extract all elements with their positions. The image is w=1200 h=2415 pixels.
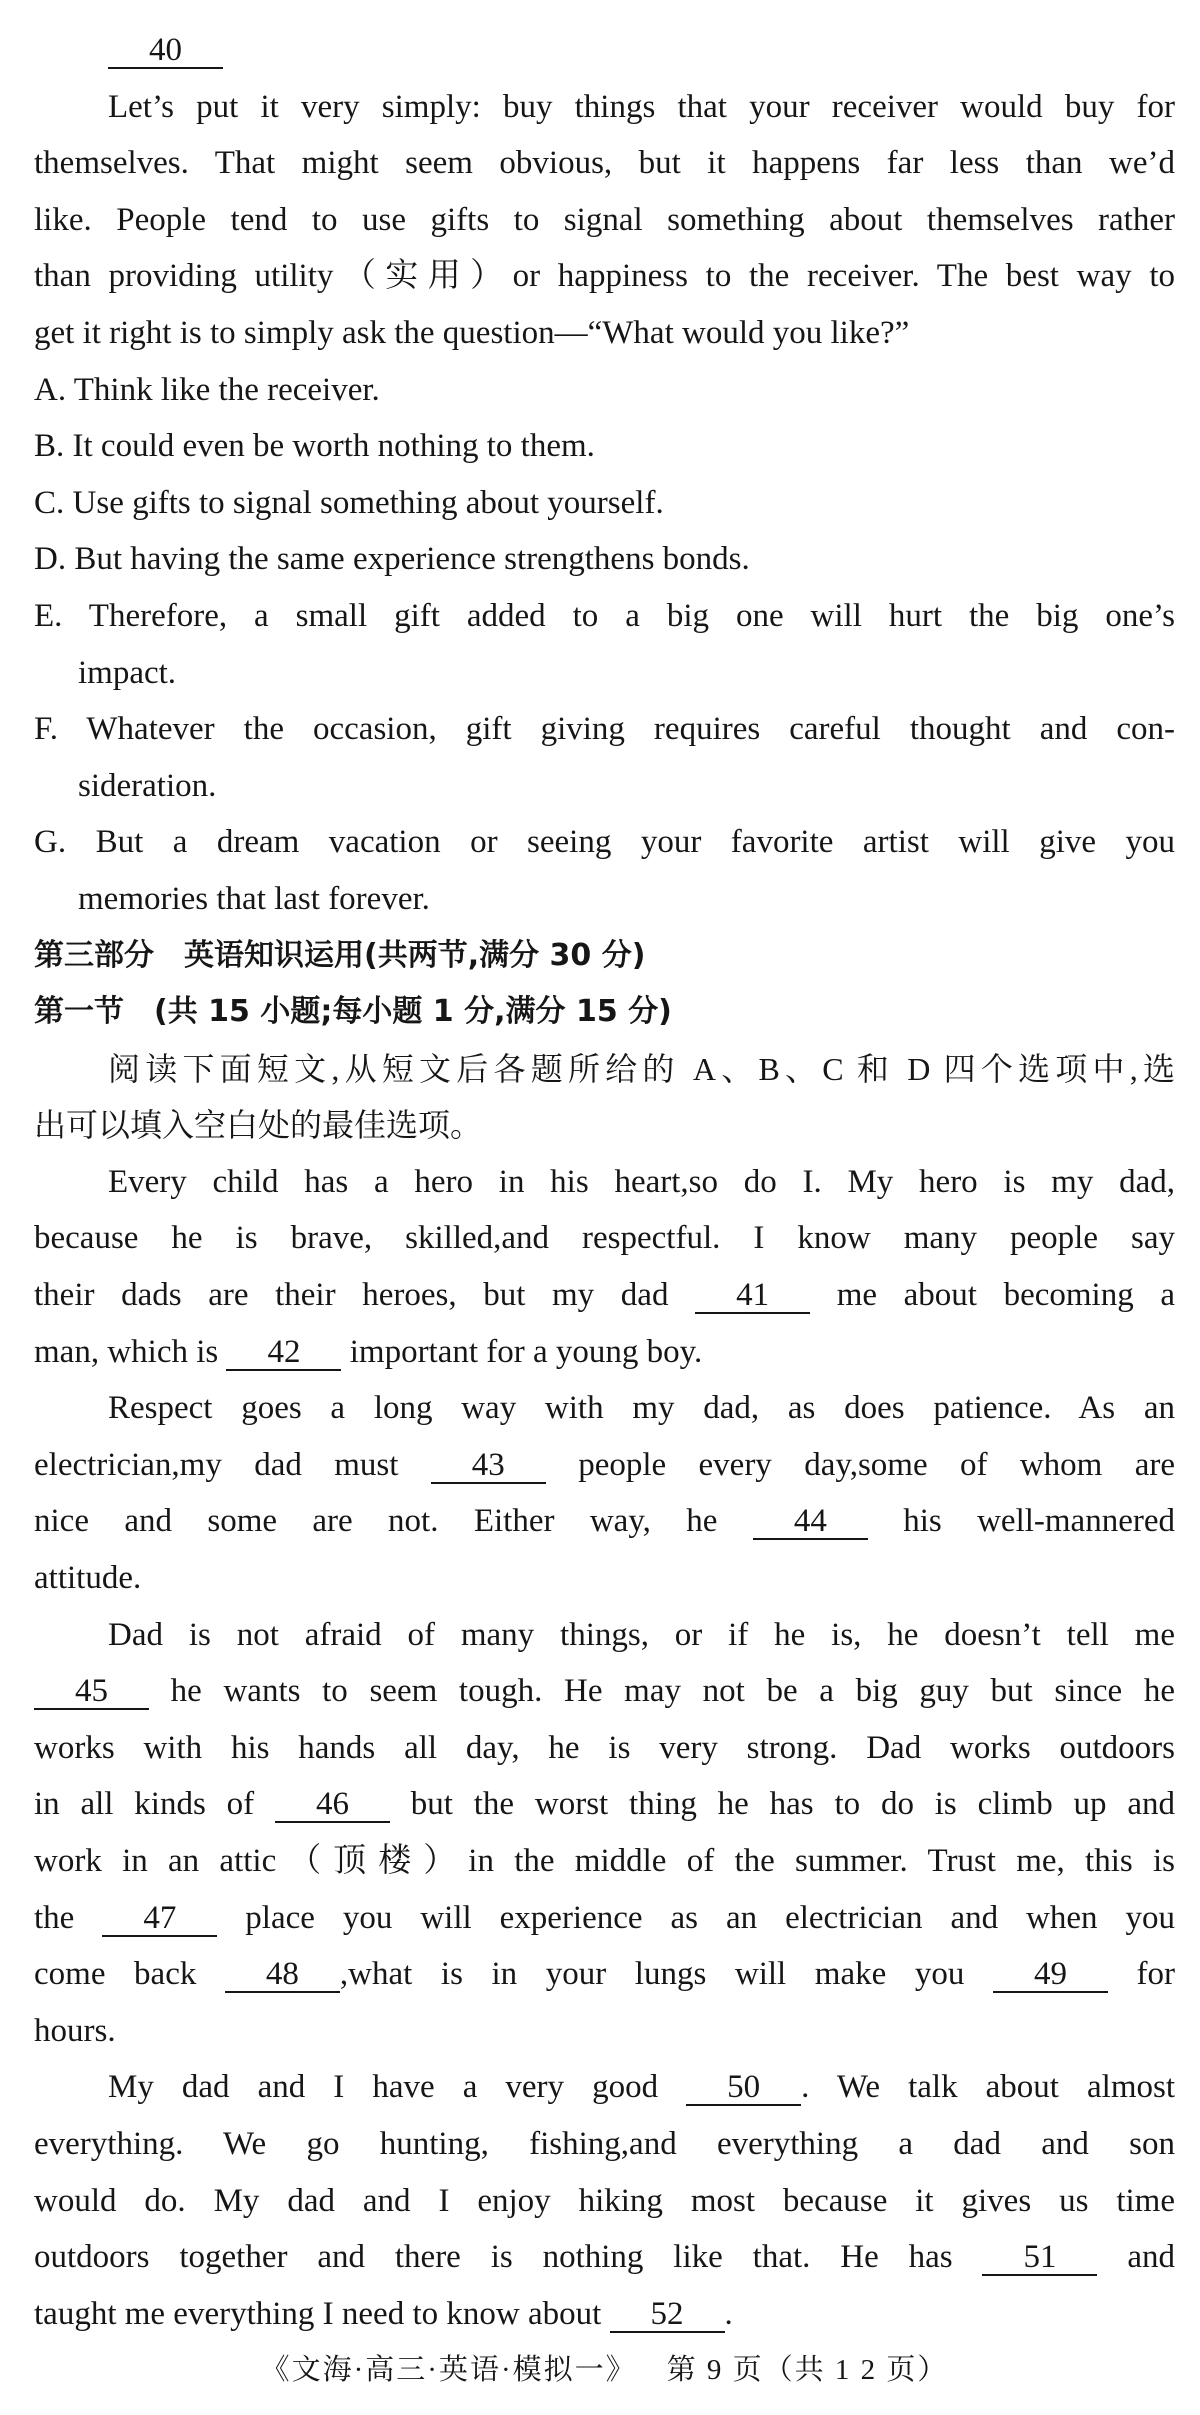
answer-blank-48: 48 (225, 1955, 340, 1993)
cloze-line: Every child has a hero in his heart,so do I. My hero is my dad, (108, 1163, 1175, 1200)
answer-blank-42: 42 (226, 1333, 341, 1371)
option-label: E. (34, 597, 63, 634)
answer-blank-45: 45 (34, 1672, 149, 1710)
cloze-text: man, which is (34, 1333, 219, 1370)
cloze-line (34, 1663, 1175, 1720)
cloze-text: but the worst thing he has to do is climb up and (410, 1786, 1176, 1823)
option-e-continued: impact. (78, 654, 177, 691)
answer-blank-43: 43 (431, 1446, 546, 1484)
option-g-continued: memories that last forever. (78, 880, 430, 917)
cloze-text: in all kinds of (34, 1786, 255, 1823)
cloze-text: nice and some are not. Either way, he (34, 1503, 718, 1540)
cloze-text: My dad and I have a very good (108, 2069, 659, 2106)
cloze-line (34, 1890, 1175, 1947)
option-f (34, 701, 1175, 758)
cloze-line: would do. My dad and I enjoy hiking most because it gives us time (34, 2182, 1175, 2219)
option-g (34, 814, 1175, 871)
cloze-line (34, 1437, 1175, 1494)
cloze-line (34, 1493, 1175, 1550)
cloze-text: and (1127, 2239, 1175, 2276)
cloze-text: people every day,some of whom are (578, 1446, 1176, 1483)
cloze-text: place you will experience as an electrician and when you (245, 1899, 1176, 1936)
option-d (34, 531, 1175, 588)
option-label: C. (34, 484, 65, 521)
cloze-line: attitude. (34, 1560, 142, 1597)
answer-blank-41: 41 (695, 1276, 810, 1314)
instructions-line: 出可以填入空白处的最佳选项。 (34, 1107, 483, 1144)
option-text: But a dream vacation or seeing your favorite artist will give you (95, 824, 1175, 861)
option-text: Whatever the occasion, gift giving requires careful thought and con- (86, 711, 1176, 748)
cloze-line (34, 1776, 1175, 1833)
cloze-text: he wants to seem tough. He may not be a big guy but since he (170, 1673, 1176, 1710)
option-label: G. (34, 824, 67, 861)
option-e (34, 588, 1175, 645)
passage-line: like. People tend to use gifts to signal something about themselves rather (34, 201, 1175, 238)
cloze-line (34, 1267, 1175, 1324)
cloze-line: Respect goes a long way with my dad, as does patience. As an (108, 1390, 1175, 1427)
option-c (34, 475, 1175, 532)
option-text: Therefore, a small gift added to a big one will hurt the big one’s (88, 597, 1175, 634)
cloze-text: their dads are their heroes, but my dad (34, 1277, 669, 1314)
answer-blank-44: 44 (753, 1502, 868, 1540)
footer-series: 《文海·高三·英语·模拟一》 (260, 2354, 637, 2387)
answer-blank-51: 51 (982, 2238, 1097, 2276)
cloze-text: . (724, 2295, 733, 2332)
option-text: But having the same experience strengthens bonds. (74, 541, 750, 578)
option-label: F. (34, 711, 58, 748)
cloze-text: . We talk about almost (801, 2069, 1176, 2106)
section-one-heading: 第一节 (共 15 小题;每小题 1 分,满分 15 分) (34, 994, 672, 1030)
answer-blank-40: 40 (108, 31, 223, 69)
option-b (34, 418, 1175, 475)
option-f-continued: sideration. (78, 767, 217, 804)
cloze-text: for (1136, 1956, 1175, 1993)
cloze-line (34, 2229, 1175, 2286)
cloze-line (34, 1324, 1175, 1381)
cloze-text: the (34, 1899, 75, 1936)
cloze-text: me about becoming a (836, 1277, 1175, 1314)
page-number: 第 9 页（共 1 2 页） (666, 2354, 949, 2387)
answer-blank-47: 47 (102, 1899, 217, 1937)
option-text: Use gifts to signal something about yourself. (72, 484, 664, 521)
cloze-line: works with his hands all day, he is very strong. Dad works outdoors (34, 1729, 1175, 1766)
cloze-text: his well-mannered (903, 1503, 1175, 1540)
cloze-line: Dad is not afraid of many things, or if he is, he doesn’t tell me (108, 1616, 1175, 1653)
cloze-text: ,what is in your lungs will make you (339, 1956, 965, 1993)
option-label: B. (34, 428, 65, 465)
cloze-text: taught me everything I need to know about (34, 2295, 602, 2332)
option-a (34, 362, 1175, 419)
cloze-line: work in an attic（顶楼）in the middle of the summer. Trust me, this is (34, 1843, 1175, 1879)
answer-blank-52: 52 (610, 2295, 725, 2333)
cloze-line (34, 2286, 1175, 2343)
passage-line: than providing utility（实用）or happiness to the receiver. The best way to (34, 258, 1175, 295)
answer-blank-50: 50 (686, 2068, 801, 2106)
cloze-text: electrician,my dad must (34, 1446, 399, 1483)
cloze-text: outdoors together and there is nothing like that. He has (34, 2239, 953, 2276)
cloze-line: because he is brave, skilled,and respectful. I know many people say (34, 1220, 1175, 1257)
option-label: D. (34, 541, 67, 578)
part-three-heading: 第三部分 英语知识运用(共两节,满分 30 分) (34, 937, 646, 973)
option-text: Think like the receiver. (73, 371, 380, 408)
page-footer (34, 2342, 1175, 2399)
answer-blank-46: 46 (275, 1785, 390, 1823)
instructions-line: 阅读下面短文,从短文后各题所给的 A、B、C 和 D 四个选项中,选 (108, 1050, 1175, 1087)
cloze-line (34, 2059, 1175, 2116)
answer-blank-49: 49 (993, 1955, 1108, 1993)
cloze-line (34, 1946, 1175, 2003)
cloze-text: come back (34, 1956, 197, 1993)
option-label: A. (34, 371, 67, 408)
option-text: It could even be worth nothing to them. (72, 428, 595, 465)
passage-line: themselves. That might seem obvious, but it happens far less than we’d (34, 145, 1175, 182)
cloze-text: important for a young boy. (349, 1333, 703, 1370)
blank-line-40 (34, 22, 1175, 79)
passage-line: Let’s put it very simply: buy things that your receiver would buy for (108, 88, 1175, 125)
exam-page (34, 22, 1175, 2399)
cloze-line: everything. We go hunting, fishing,and everything a dad and son (34, 2125, 1175, 2162)
cloze-line: hours. (34, 2012, 116, 2049)
passage-line: get it right is to simply ask the question—“What would you like?” (34, 314, 910, 351)
